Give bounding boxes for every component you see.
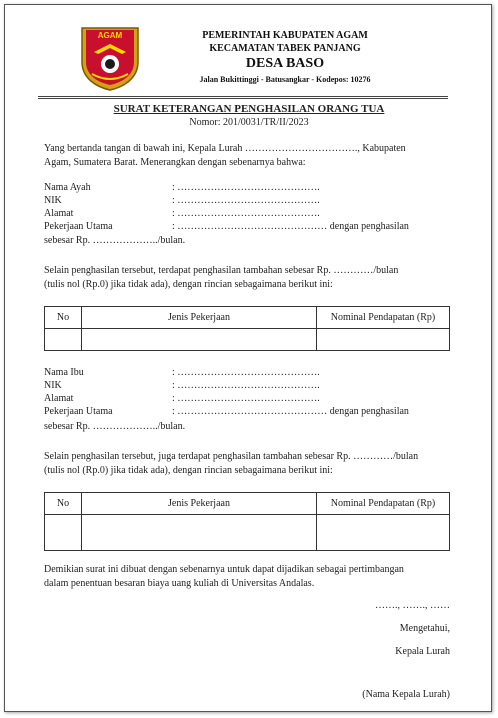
- table-cell[interactable]: [45, 329, 82, 351]
- father-nik-field: : …………………………………….: [172, 195, 320, 206]
- col-amount-header: Nominal Pendapatan (Rp): [317, 493, 450, 515]
- table-cell[interactable]: [82, 329, 317, 351]
- header-village: DESA BASO: [245, 56, 325, 71]
- mother-nik-label: NIK: [44, 380, 62, 391]
- table-header-row: [45, 493, 450, 515]
- col-job-header: Jenis Pekerjaan: [82, 493, 317, 515]
- mother-name-label: Nama Ibu: [44, 367, 84, 378]
- father-income-line: sebesar Rp. ………………../bulan.: [44, 235, 186, 246]
- father-job-field: : ……………………………………… dengan penghasilan: [172, 221, 409, 232]
- table-cell[interactable]: [82, 515, 317, 551]
- signature-place-date: ……., ……., ……: [375, 600, 450, 611]
- mother-address-label: Alamat: [44, 393, 74, 404]
- mother-extra-income-line-1: Selain penghasilan tersebut, juga terdapat penghasilan tambahan sebesar Rp. …………/bulan: [44, 451, 419, 462]
- mother-address-field: : …………………………………….: [172, 393, 320, 404]
- letter-title: SURAT KETERANGAN PENGHASILAN ORANG TUA: [113, 103, 385, 115]
- table-header-row: [45, 307, 450, 329]
- col-no-header: No: [45, 493, 82, 515]
- col-amount-header: Nominal Pendapatan (Rp): [317, 307, 450, 329]
- header-address: Jalan Bukittinggi - Batusangkar - Kodepos: 10276: [199, 75, 371, 84]
- col-job-header: Jenis Pekerjaan: [82, 307, 317, 329]
- father-nik-label: NIK: [44, 195, 62, 206]
- header-government: PEMERINTAH KABUPATEN AGAM: [202, 30, 368, 41]
- col-no-header: No: [45, 307, 82, 329]
- father-name-field: : …………………………………….: [172, 182, 320, 193]
- father-name-label: Nama Ayah: [44, 182, 91, 193]
- signature-name: (Nama Kepala Lurah): [362, 689, 450, 700]
- signature-position: Kepala Lurah: [395, 646, 450, 657]
- mother-income-table: [44, 492, 450, 551]
- mother-name-field: : …………………………………….: [172, 367, 320, 378]
- header-district: KECAMATAN TABEK PANJANG: [209, 43, 361, 54]
- table-cell[interactable]: [317, 329, 450, 351]
- closing-line-2: dalam penentuan besaran biaya uang kuliah di Universitas Andalas.: [44, 578, 315, 589]
- table-row: [45, 515, 450, 551]
- father-extra-income-line-2: (tulis nol (Rp.0) jika tidak ada), dengan rincian sebagaimana berikut ini:: [44, 279, 333, 290]
- mother-job-label: Pekerjaan Utama: [44, 406, 113, 417]
- mother-job-field: : ……………………………………… dengan penghasilan: [172, 406, 409, 417]
- father-extra-income-line-1: Selain penghasilan tersebut, terdapat penghasilan tambahan sebesar Rp. …………/bulan: [44, 265, 399, 276]
- letter-number: Nomor: 201/0031/TR/II/2023: [189, 117, 309, 128]
- father-address-label: Alamat: [44, 208, 74, 219]
- header-divider: [38, 96, 448, 97]
- father-income-table: [44, 306, 450, 351]
- father-address-field: : …………………………………….: [172, 208, 320, 219]
- agam-regency-logo: [78, 24, 142, 92]
- mother-nik-field: : …………………………………….: [172, 380, 320, 391]
- intro-line-1: Yang bertanda tangan di bawah ini, Kepala Lurah ……………………………., Kabupaten: [44, 143, 406, 154]
- signature-acknowledged: Mengetahui,: [399, 623, 450, 634]
- father-job-label: Pekerjaan Utama: [44, 221, 113, 232]
- mother-income-line: sebesar Rp. ………………../bulan.: [44, 421, 186, 432]
- svg-text:AGAM: AGAM: [97, 31, 123, 40]
- header-divider-thin: [38, 98, 448, 99]
- table-row: [45, 329, 450, 351]
- mother-extra-income-line-2: (tulis nol (Rp.0) jika tidak ada), dengan rincian sebagaimana berikut ini:: [44, 465, 333, 476]
- table-cell[interactable]: [317, 515, 450, 551]
- closing-line-1: Demikian surat ini dibuat dengan sebenarnya untuk dapat dijadikan sebagai pertimbangan: [44, 564, 404, 575]
- intro-line-2: Agam, Sumatera Barat. Menerangkan dengan sebenarnya bahwa:: [44, 157, 306, 168]
- table-cell[interactable]: [45, 515, 82, 551]
